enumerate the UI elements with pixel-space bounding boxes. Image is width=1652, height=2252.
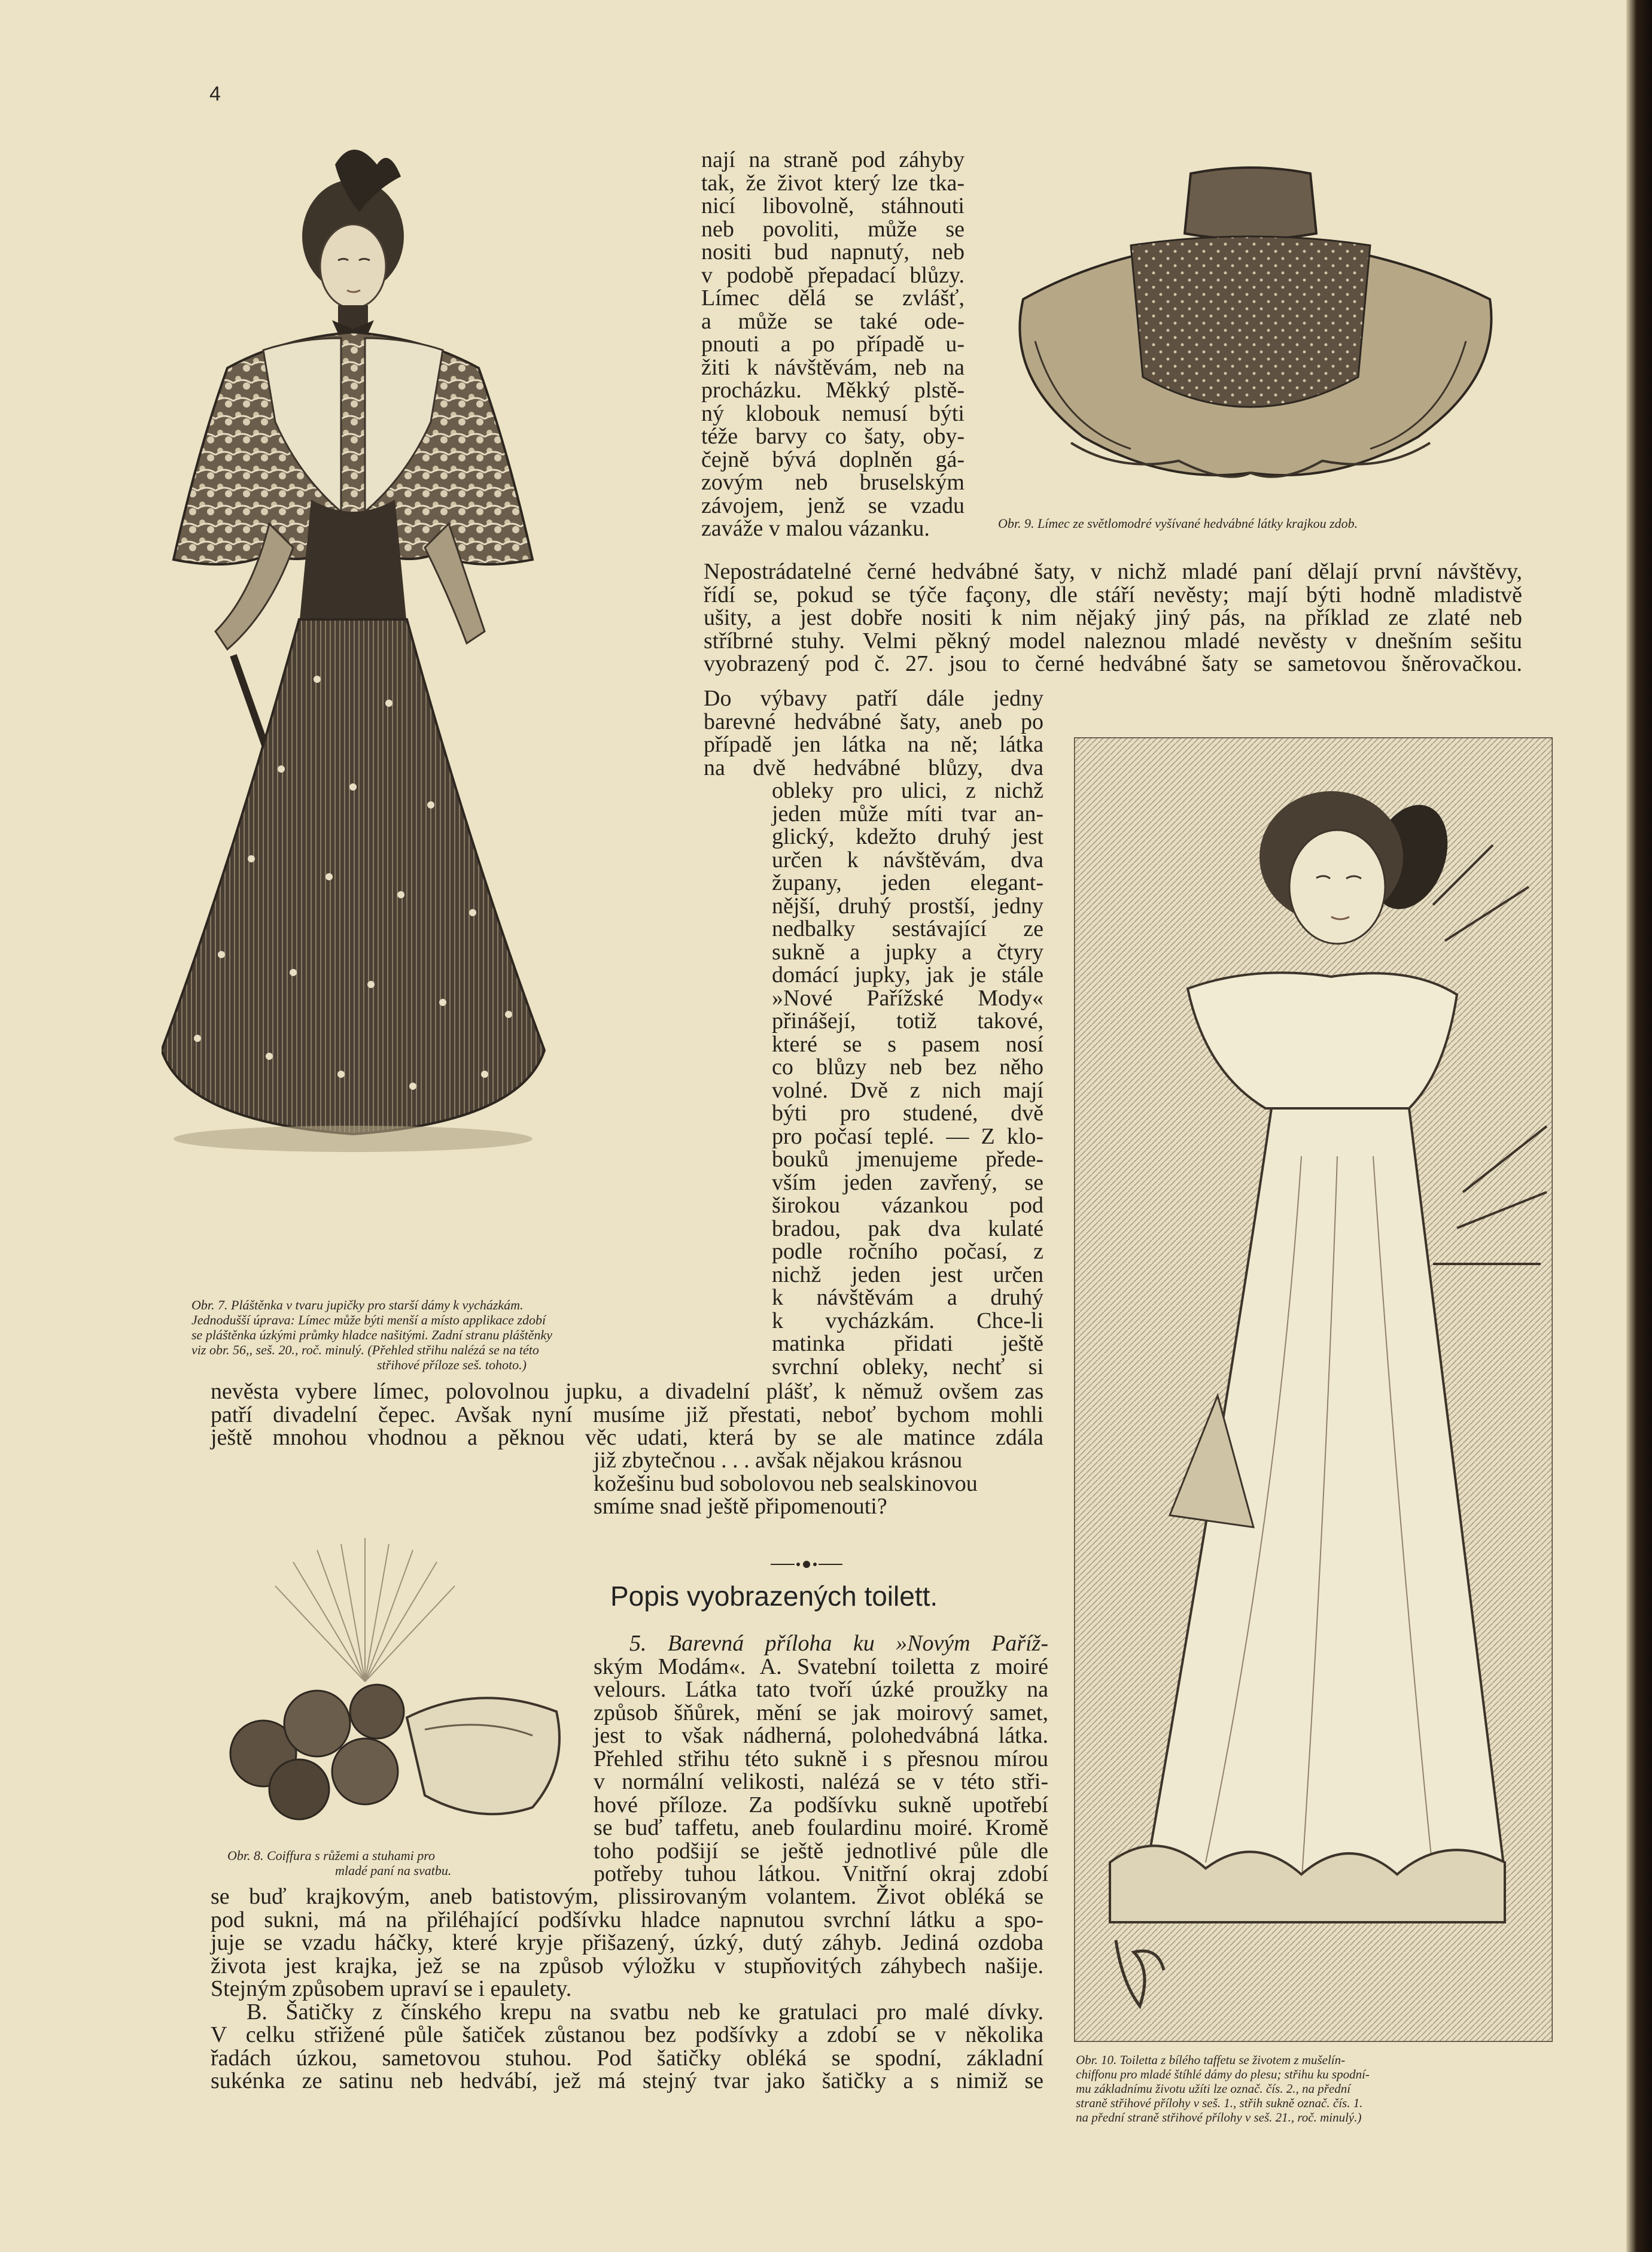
text-line: nositi bud napnutý, neb — [701, 239, 965, 265]
text-line: závojem, jenž se vzadu — [701, 493, 965, 518]
text-line: Límec dělá se zvlášť, — [701, 285, 965, 311]
text-line: se buď krajkovým, aneb batistovým, plissirovaným volantem. Život obléká se — [211, 1884, 1043, 1909]
fig8-caption-line-2: mladé paní na svatbu. — [335, 1863, 452, 1878]
fig10-caption-line-4: straně střihové přílohy v seš. 1., střih sukně označ. čís. 1. — [1076, 2096, 1363, 2110]
text-line: podle ročního počasí, z — [772, 1239, 1043, 1264]
text-line: Nepostrádatelné černé hedvábné šaty, v nichž mladé paní dělají první návštěvy, — [704, 559, 1522, 584]
text-line: čejně bývá doplněn gá- — [701, 446, 965, 472]
text-line: kožešinu bud sobolovou neb sealskinovou — [594, 1470, 978, 1496]
text-line: co blůzy neb bez něho — [772, 1054, 1043, 1080]
text-line: býti pro studené, dvě — [772, 1101, 1043, 1126]
fig9-illustration — [999, 162, 1526, 497]
text-line: hové příloze. Za podšívku sukně upotřebí — [594, 1792, 1048, 1818]
text-line: již zbytečnou . . . avšak nějakou krásnou — [594, 1448, 963, 1473]
text-line: ný klobouk nemusí býti — [701, 400, 965, 426]
text-line: bouků jmenujeme přede- — [772, 1147, 1043, 1172]
text-line: které se s pasem nosí — [772, 1031, 1043, 1057]
fig10-caption-line-5: na přední straně střihové přílohy v seš. 21., roč. minulý.) — [1076, 2110, 1362, 2125]
text-line: Stejným způsobem upraví se i epaulety. — [211, 1976, 572, 2001]
text-line: Přehled střihu této sukně i s přesnou mírou — [594, 1746, 1048, 1771]
text-line: 5. Barevná příloha ku »Novým Paříž- — [629, 1631, 1048, 1656]
fig10-caption — [1076, 2053, 1543, 2125]
text-col-top — [701, 148, 965, 540]
text-line: zovým neb bruselským — [701, 470, 965, 495]
text-line: k návštěvám a druhý — [772, 1285, 1043, 1310]
text-col-mid-b — [772, 779, 1043, 1378]
text-line: téže barvy co šaty, oby- — [701, 424, 965, 449]
text-line: přinášejí, totiž takové, — [772, 1008, 1043, 1034]
fig8-illustration — [197, 1538, 580, 1849]
text-line: ským Modám«. A. Svatební toiletta z moiré — [594, 1654, 1048, 1679]
text-line: nicí libovolně, stáhnouti — [701, 193, 965, 218]
text-line: neb povoliti, může se — [701, 216, 965, 242]
text-line: Do výbavy patří dále jedny — [704, 686, 1043, 711]
text-line: barevné hedvábné šaty, aneb po — [704, 709, 1043, 734]
text-line: jest to však nádherná, polohedvábná látka. — [594, 1723, 1048, 1748]
text-line: k vycházkám. Chce-li — [772, 1308, 1043, 1333]
text-line: na dvě hedvábné blůzy, dva — [704, 755, 1043, 780]
text-line: v normální velikosti, nalézá se v této stři- — [594, 1769, 1048, 1794]
text-line: B. Šatičky z čínského krepu na svatbu neb ke gratulaci pro malé dívky. — [247, 1999, 1043, 2025]
page-number: 4 — [209, 83, 221, 105]
text-line: župany, jeden elegant- — [772, 870, 1043, 895]
fig8-caption — [227, 1848, 562, 1878]
text-col-end — [594, 1449, 1048, 1518]
text-line: »Nové Pařížské Mody« — [772, 985, 1043, 1011]
text-line: obleky pro ulici, z nichž — [772, 778, 1043, 803]
text-line: nější, druhý prostší, jedny — [772, 893, 1043, 919]
text-line: smíme snad ještě připomenouti? — [594, 1494, 887, 1519]
binding-edge — [1626, 0, 1652, 2252]
text-line: řídí se, pokud se týče façony, dle stáří nevěsty; mají býti hodně mladistvě — [704, 582, 1522, 607]
text-line: nichž jeden jest určen — [772, 1262, 1043, 1287]
text-line: vším jeden zavřený, se — [772, 1169, 1043, 1195]
fig10-caption-line-2: chiffonu pro mladé štíhlé dámy do plesu; střihu ku spodní- — [1076, 2067, 1370, 2081]
text-line: a může se také ode- — [701, 308, 965, 334]
text-line: bradou, pak dva kulaté — [772, 1215, 1043, 1241]
text-line: řadách úzkou, sametovou stuhou. Pod šatičky obléká se spodní, základní — [211, 2045, 1043, 2071]
fig7-caption-line-4: viz obr. 56,, seš. 20., roč. minulý. (Přehled střihu nalézá se na této — [191, 1342, 539, 1357]
section-heading: Popis vyobrazených toilett. — [610, 1581, 938, 1612]
text-line: vyobrazený pod č. 27. jsou to černé hedvábné šaty se sametovou šněrovačkou. — [704, 651, 1522, 676]
text-col-mid-a — [704, 687, 1043, 779]
text-line: ušity, a jest dobře nositi k nim nějaký jiný pás, na příklad ze zlaté neb — [704, 605, 1522, 630]
text-line: volné. Dvě z nich mají — [772, 1077, 1043, 1103]
text-line: nevěsta vybere límec, polovolnou jupku, a divadelní plášť, k němuž ovšem zas — [211, 1379, 1043, 1404]
text-wide-2 — [211, 1380, 1043, 1449]
fig7-caption — [191, 1297, 646, 1372]
fig8-caption-line-1: Obr. 8. Coiffura s růžemi a stuhami pro — [227, 1848, 435, 1863]
text-line: zaváže v malou vázanku. — [701, 516, 930, 541]
ornament-divider — [771, 1558, 842, 1570]
text-line: ještě mnohou vhodnou a pěknou věc udati, která by se ale matince zdála — [211, 1425, 1043, 1450]
text-line: žiti k návštěvám, neb na — [701, 354, 965, 380]
fig10-caption-line-3: mu základnímu životu užíti lze označ. čís. 2., na přední — [1076, 2081, 1351, 2096]
fig7-caption-line-3: se pláštěnka úzkými průmky hladce našitými. Zadní stranu pláštěnky — [191, 1327, 553, 1342]
text-line: pro počasí teplé. — Z klo- — [772, 1123, 1043, 1149]
text-line: svrchní obleky, nechť si — [772, 1354, 1043, 1379]
text-line: případě jen látka na ně; látka — [704, 732, 1043, 757]
text-line: glický, kdežto druhý jest — [772, 824, 1043, 849]
text-line: procházku. Měkký plstě- — [701, 378, 965, 403]
text-wide-1 — [704, 560, 1522, 676]
text-line: sukně a jupky a čtyry — [772, 939, 1043, 965]
text-line: širokou vázankou pod — [772, 1193, 1043, 1218]
text-line: nedbalky sestávající ze — [772, 916, 1043, 941]
text-line: V celku střižené půle šatiček zůstanou bez podšívky a zdobí se v několika — [211, 2022, 1043, 2047]
text-bottom — [211, 1885, 1043, 2093]
text-line: sukénka ze satinu neb hedvábí, jež má stejný tvar jako šatičky a s nimiž se — [211, 2068, 1043, 2093]
text-line: pod sukni, má na přiléhající podšívku hladce napnutou svrchní látku a spo- — [211, 1907, 1043, 1932]
text-line: potřeby tuhou látkou. Vnitřní okraj zdobí — [594, 1861, 1048, 1886]
fig7-caption-line-1: Obr. 7. Pláštěnka v tvaru jupičky pro starší dámy k vycházkám. — [191, 1297, 524, 1312]
fig10-illustration — [1074, 737, 1553, 2042]
text-line: patří divadelní čepec. Avšak nyní musíme již přestati, neboť bychom mohli — [211, 1402, 1043, 1427]
text-line: matinka přidati ještě — [772, 1331, 1043, 1356]
text-line: v podobě přepadací blůzy. — [701, 262, 965, 288]
text-line: určen k návštěvám, dva — [772, 847, 1043, 873]
text-line: toho podšijí se ještě jednotlivé půle dle — [594, 1838, 1048, 1864]
text-line: se buď taffetu, aneb foulardinu moiré. Kromě — [594, 1815, 1048, 1840]
text-line: stříbrné stuhy. Velmi pěkný model naleznou mladé nevěsty v dnešním sešitu — [704, 628, 1522, 654]
text-line: života jest krajka, jež se na způsob výložku v stupňovitých záhybech našije. — [211, 1953, 1043, 1979]
text-line: způsob šňůrek, mění se jak moirový samet, — [594, 1700, 1048, 1725]
text-line: tak, že život který lze tka- — [701, 170, 965, 196]
fig10-caption-line-1: Obr. 10. Toiletta z bílého taffetu se životem z mušelín- — [1076, 2053, 1346, 2067]
text-line: juje se vzadu háčky, které kryje přišazený, úzký, dutý záhyb. Jediná ozdoba — [211, 1930, 1043, 1955]
fig7-caption-line-2: Jednodušší úprava: Límec může býti menší a místo applikace zdobí — [191, 1312, 546, 1327]
fig9-caption: Obr. 9. Límec ze světlomodré vyšívané hedvábné látky krajkou zdob. — [998, 516, 1358, 531]
text-line: nají na straně pod záhyby — [701, 147, 965, 172]
text-line: domácí jupky, jak je stále — [772, 962, 1043, 987]
text-line: velours. Látka tato tvoří úzké proužky na — [594, 1677, 1048, 1702]
text-desc-col — [594, 1632, 1048, 1886]
text-line: jeden může míti tvar an- — [772, 801, 1043, 826]
text-line: pnouti a po případě u- — [701, 332, 965, 357]
fig7-illustration — [162, 141, 652, 1290]
fig7-caption-line-5: střihové příloze seš. tohoto.) — [377, 1357, 527, 1372]
